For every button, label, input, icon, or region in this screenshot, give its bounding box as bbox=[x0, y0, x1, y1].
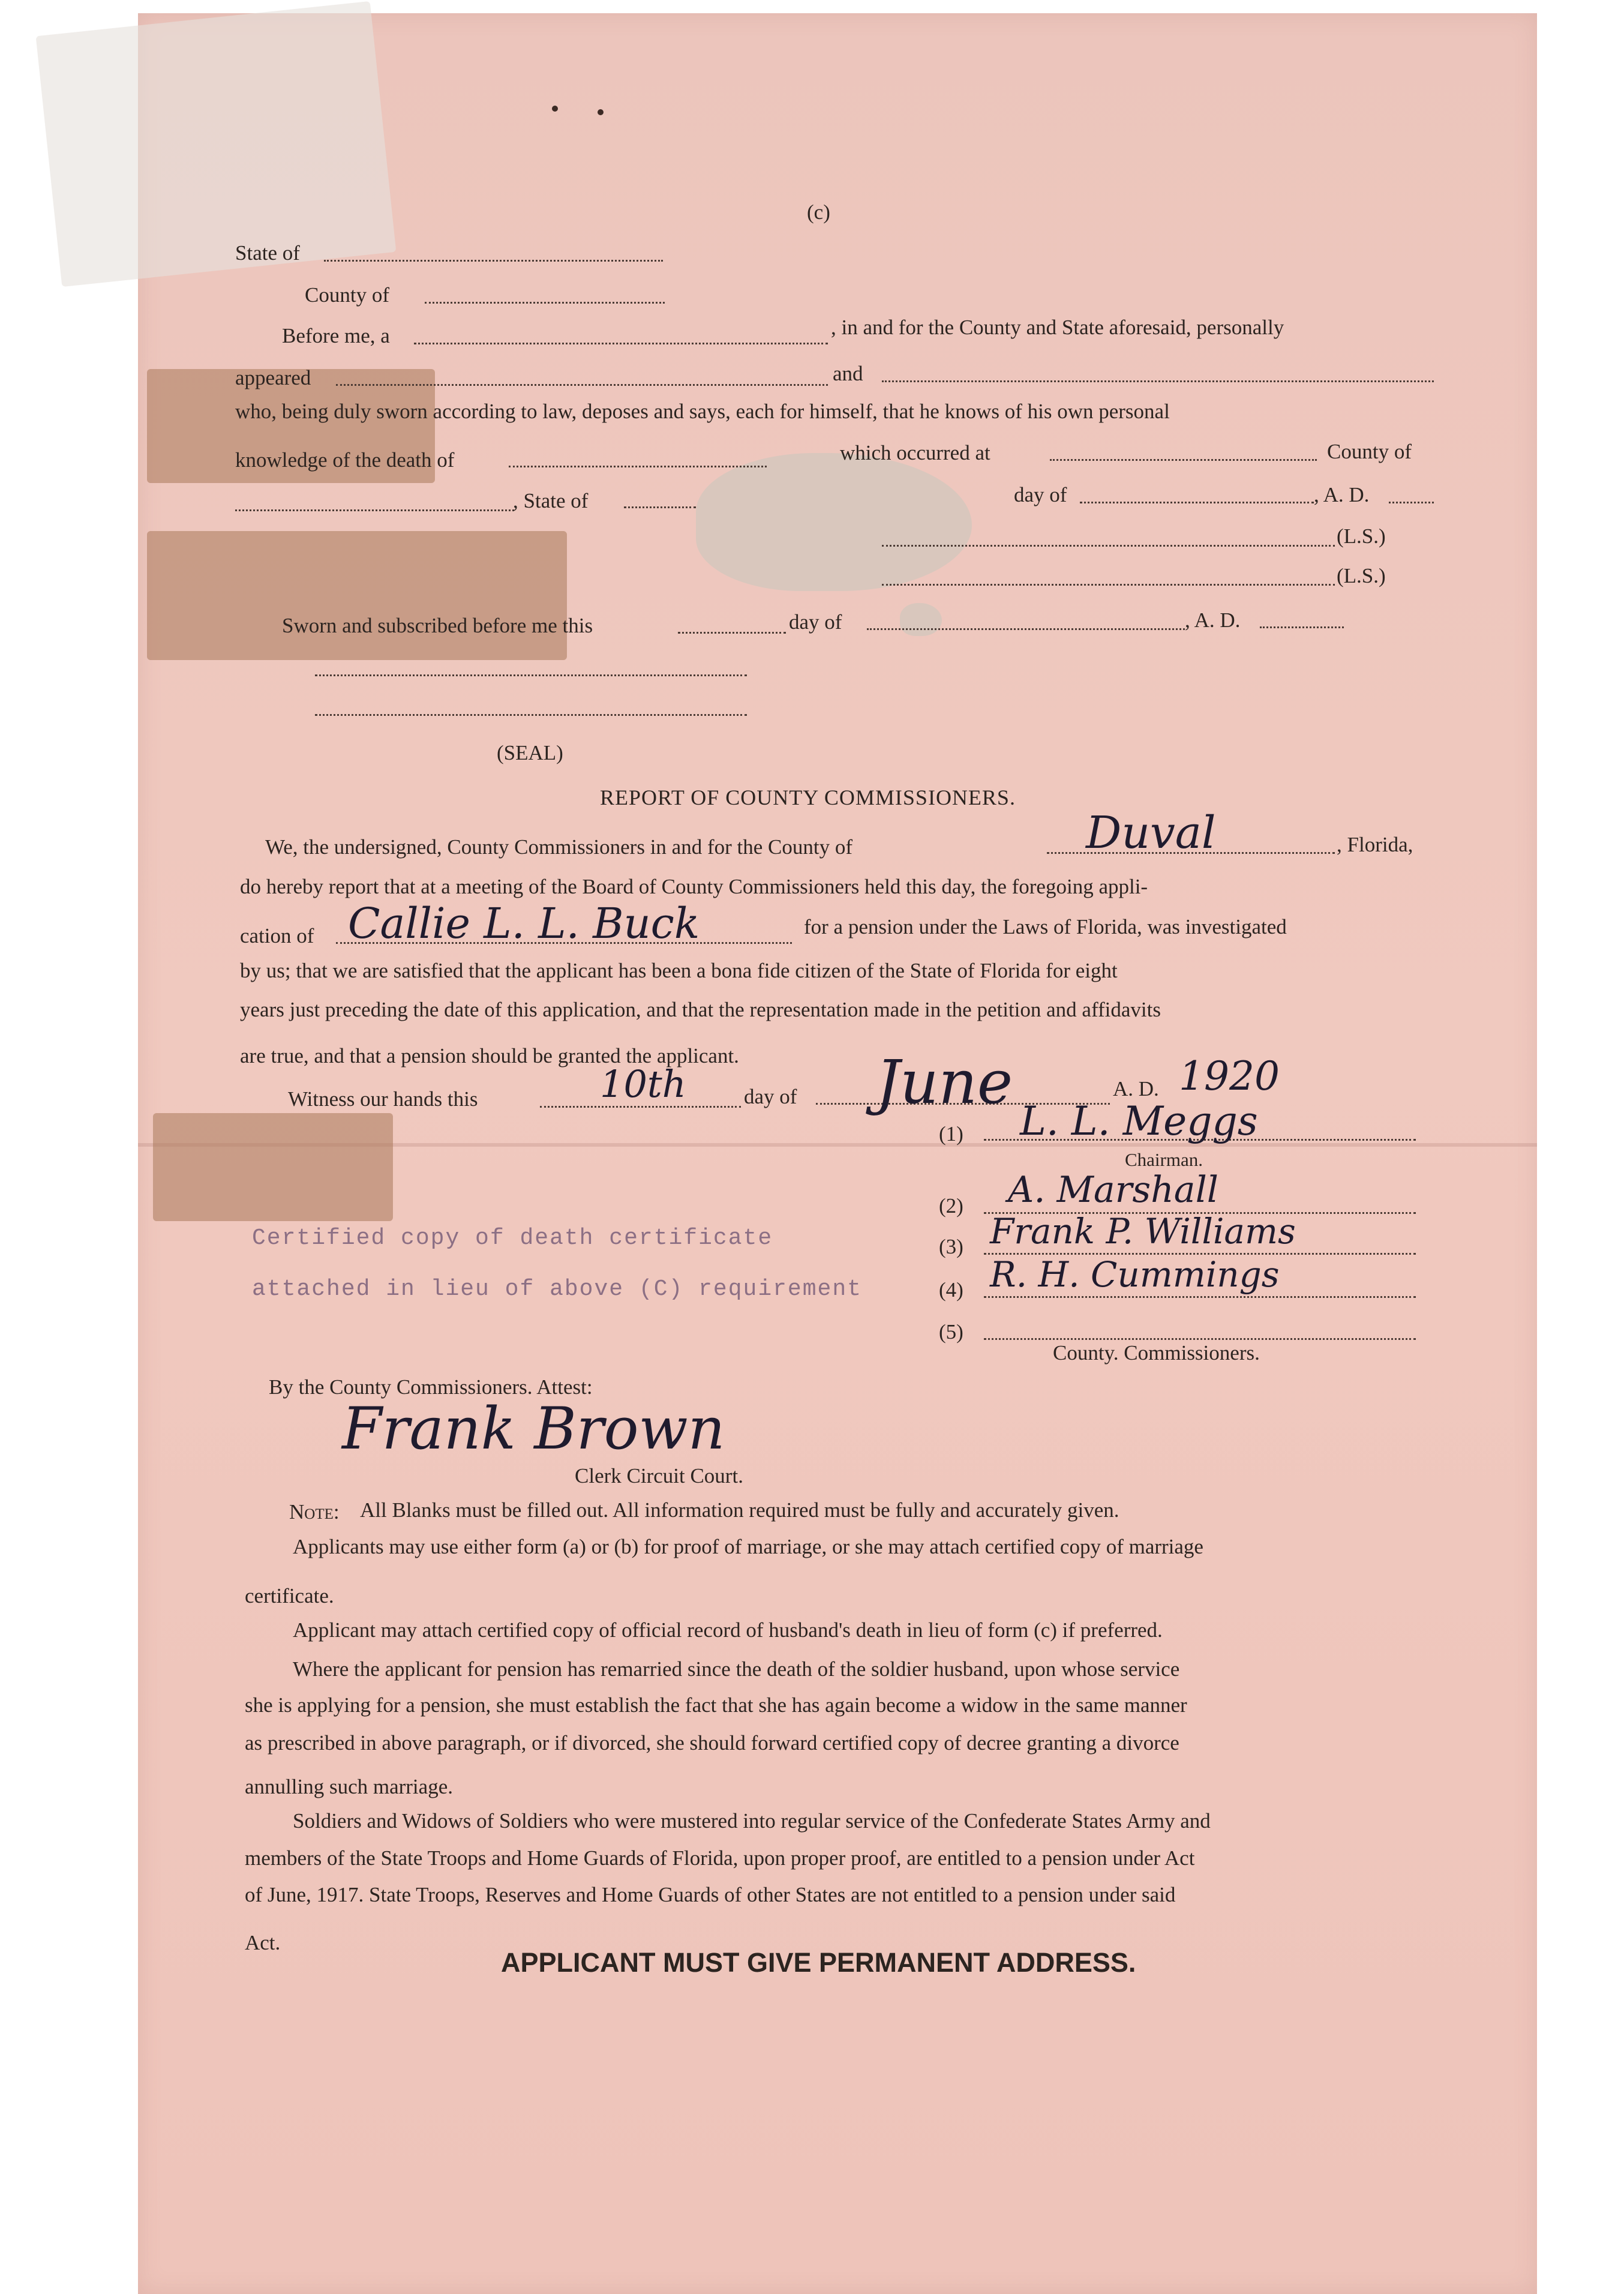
officer-line-2[interactable] bbox=[315, 714, 747, 716]
note-p3-line-d: annulling such marriage. bbox=[245, 1775, 453, 1798]
death-certificate-stamp-line-2: attached in lieu of above (C) requirement bbox=[252, 1276, 862, 1302]
witness-day-field[interactable] bbox=[540, 1106, 741, 1108]
sworn-year-field[interactable] bbox=[1260, 626, 1344, 628]
appeared-label: appeared bbox=[235, 366, 311, 389]
report-line-3b: for a pension under the Laws of Florida, was investigated bbox=[804, 915, 1287, 938]
report-line-1a: We, the undersigned, County Commissioners in and for the County of bbox=[265, 835, 853, 859]
note-p3-line-b: she is applying for a pension, she must establish the fact that she has again become a widow in the same manner bbox=[245, 1693, 1187, 1717]
tape-strip-3 bbox=[153, 1113, 393, 1221]
seal-label: (SEAL) bbox=[497, 741, 563, 764]
witness-label: Witness our hands this bbox=[288, 1087, 478, 1111]
appeared-field-2[interactable] bbox=[882, 380, 1434, 382]
note-p1-line-b: certificate. bbox=[245, 1584, 334, 1608]
state-of-field[interactable] bbox=[324, 260, 663, 262]
handwritten-clerk-signature: Frank Brown bbox=[342, 1395, 725, 1462]
note-p4-line-b: members of the State Troops and Home Guards of Florida, upon proper proof, are entitled to a pension under Act bbox=[245, 1846, 1195, 1870]
note-text: All Blanks must be filled out. All information required must be fully and accurately given. bbox=[360, 1498, 1119, 1522]
state-field-2[interactable] bbox=[624, 506, 696, 508]
signature-line-1[interactable] bbox=[882, 545, 1335, 547]
tape-strip-2 bbox=[147, 531, 567, 660]
note-p4-line-a: Soldiers and Widows of Soldiers who were mustered into regular service of the Confederate States Army and bbox=[293, 1809, 1211, 1833]
ink-speck bbox=[598, 109, 604, 115]
note-p3-line-a: Where the applicant for pension has remarried since the death of the soldier husband, upon whose service bbox=[293, 1657, 1180, 1681]
note-label: Note: bbox=[289, 1500, 340, 1524]
ad-label: , A. D. bbox=[1314, 483, 1370, 506]
knowledge-label: knowledge of the death of bbox=[235, 448, 455, 472]
handwritten-signature-3: Frank P. Williams bbox=[990, 1211, 1296, 1252]
before-me-label: Before me, a bbox=[282, 324, 390, 347]
in-and-for-text: , in and for the County and State aforesaid, personally bbox=[831, 316, 1284, 339]
county-field-2[interactable] bbox=[235, 509, 514, 511]
place-field[interactable] bbox=[1050, 459, 1317, 461]
county-of-label: County of bbox=[305, 283, 389, 307]
day-of-label: day of bbox=[1014, 483, 1067, 506]
death-certificate-stamp-line-1: Certified copy of death certificate bbox=[252, 1225, 773, 1251]
note-p4-line-d: Act. bbox=[245, 1931, 281, 1954]
handwritten-county: Duval bbox=[1086, 807, 1216, 859]
section-c-label: (c) bbox=[807, 200, 830, 224]
note-p3-line-c: as prescribed in above paragraph, or if divorced, she should forward certified copy of decree granting a divorce bbox=[245, 1731, 1179, 1755]
county-of-label-2: County of bbox=[1327, 440, 1412, 463]
report-line-3a: cation of bbox=[240, 924, 314, 947]
report-line-2: do hereby report that at a meeting of the Board of County Commissioners held this day, the foregoing appli- bbox=[240, 875, 1148, 898]
handwritten-signature-4: R. H. Cummings bbox=[990, 1254, 1280, 1295]
ls-label-1: (L.S.) bbox=[1337, 524, 1386, 548]
handwritten-applicant: Callie L. L. Buck bbox=[348, 899, 700, 948]
sworn-day-of-label: day of bbox=[789, 610, 842, 634]
handwritten-year: 1920 bbox=[1179, 1053, 1280, 1099]
county-commissioners-label: County. Commissioners. bbox=[1053, 1341, 1260, 1365]
appeared-field-1[interactable] bbox=[336, 384, 828, 386]
sworn-month-field[interactable] bbox=[867, 628, 1185, 630]
which-occurred-label: which occurred at bbox=[840, 441, 990, 464]
ad-field[interactable] bbox=[1389, 502, 1434, 503]
report-line-1b: , Florida, bbox=[1337, 833, 1413, 856]
commissioner-4-line[interactable] bbox=[984, 1296, 1416, 1298]
state-of-label-2: , State of bbox=[513, 489, 589, 512]
permanent-address-heading: APPLICANT MUST GIVE PERMANENT ADDRESS. bbox=[501, 1947, 1136, 1978]
handwritten-month: June bbox=[876, 1047, 1013, 1117]
commissioner-5-line[interactable] bbox=[984, 1338, 1416, 1340]
report-line-4: by us; that we are satisfied that the applicant has been a bona fide citizen of the State of Florida for eight bbox=[240, 959, 1118, 982]
note-p1-line-a: Applicants may use either form (a) or (b) for proof of marriage, or she may attach certified copy of marriage bbox=[293, 1535, 1203, 1558]
ink-speck bbox=[552, 106, 558, 112]
attest-label: By the County Commissioners. Attest: bbox=[269, 1375, 593, 1399]
commissioner-5-number: (5) bbox=[939, 1320, 963, 1344]
report-line-6: are true, and that a pension should be granted the applicant. bbox=[240, 1044, 739, 1067]
state-of-label: State of bbox=[235, 241, 300, 265]
deceased-field[interactable] bbox=[509, 466, 767, 467]
commissioner-3-number: (3) bbox=[939, 1235, 963, 1258]
handwritten-day: 10th bbox=[600, 1062, 686, 1106]
plastic-sleeve bbox=[36, 1, 397, 287]
witness-ad-label: A. D. bbox=[1113, 1077, 1159, 1100]
who-being-text: who, being duly sworn according to law, deposes and says, each for himself, that he knows of his own personal bbox=[235, 400, 1170, 423]
report-line-5: years just preceding the date of this application, and that the representation made in the petition and affidavits bbox=[240, 998, 1161, 1021]
chairman-label: Chairman. bbox=[1125, 1149, 1203, 1170]
handwritten-signature-1: L. L. Meggs bbox=[1020, 1098, 1258, 1144]
paper-damage-small bbox=[900, 603, 942, 636]
county-of-field[interactable] bbox=[425, 302, 665, 304]
commissioner-1-number: (1) bbox=[939, 1122, 963, 1145]
before-me-field[interactable] bbox=[414, 343, 828, 344]
report-title: REPORT OF COUNTY COMMISSIONERS. bbox=[600, 785, 1016, 809]
handwritten-signature-2: A. Marshall bbox=[1008, 1169, 1218, 1211]
ls-label-2: (L.S.) bbox=[1337, 564, 1386, 587]
commissioner-2-number: (2) bbox=[939, 1194, 963, 1218]
sworn-label: Sworn and subscribed before me this bbox=[282, 614, 593, 637]
commissioner-4-number: (4) bbox=[939, 1278, 963, 1302]
witness-day-of-label: day of bbox=[744, 1085, 797, 1108]
signature-line-2[interactable] bbox=[882, 584, 1335, 586]
day-of-field[interactable] bbox=[1080, 502, 1314, 503]
and-label: and bbox=[833, 362, 863, 385]
sworn-ad-label: , A. D. bbox=[1185, 608, 1241, 632]
clerk-label: Clerk Circuit Court. bbox=[575, 1464, 743, 1488]
note-p2: Applicant may attach certified copy of official record of husband's death in lieu of form (c) if preferred. bbox=[293, 1618, 1163, 1642]
officer-line-1[interactable] bbox=[315, 674, 747, 676]
sworn-day-field[interactable] bbox=[678, 632, 786, 634]
note-p4-line-c: of June, 1917. State Troops, Reserves and Home Guards of other States are not entitled to a pension under said bbox=[245, 1883, 1176, 1906]
